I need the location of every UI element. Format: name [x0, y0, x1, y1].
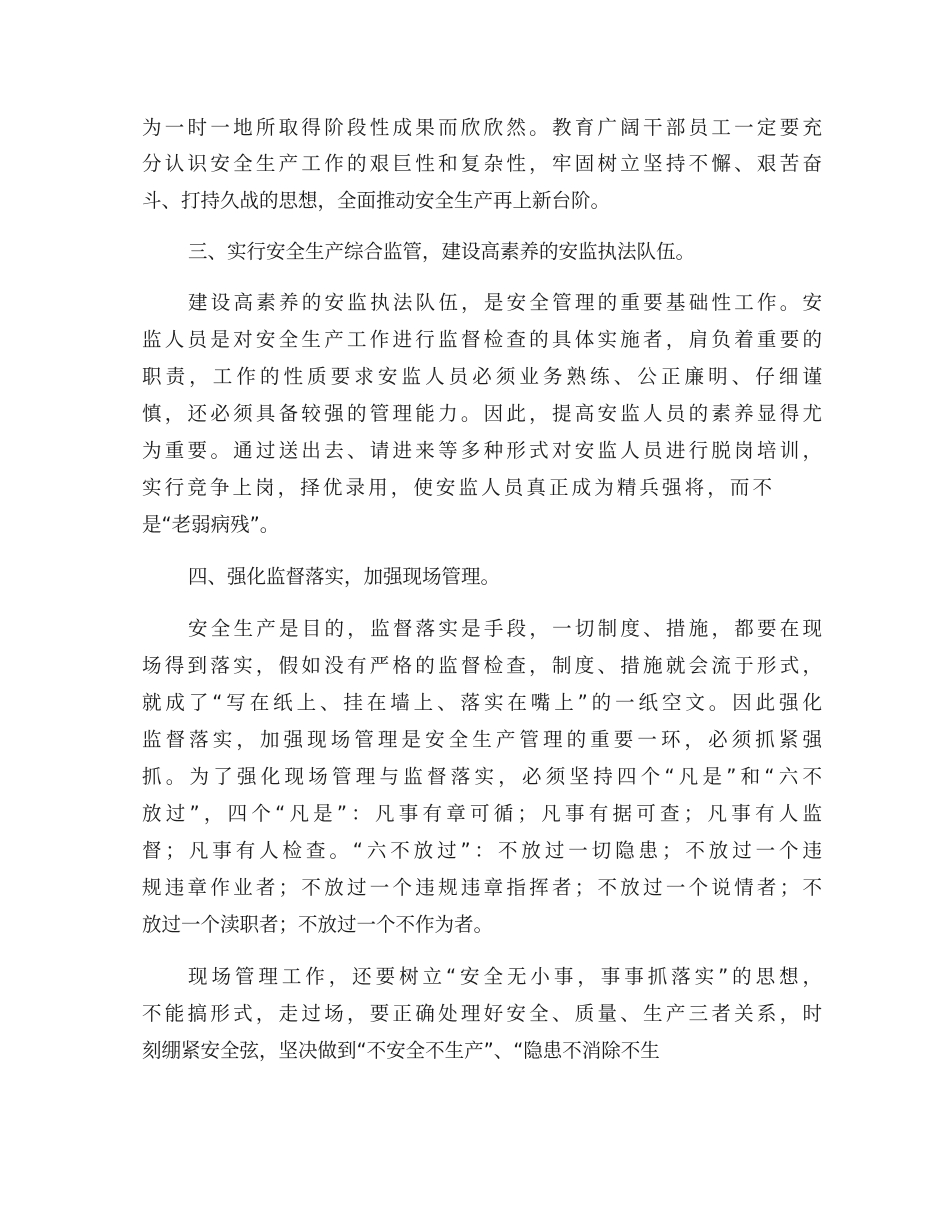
text-line: 督；凡事有人检查。“六不放过”：不放过一切隐患；不放过一个违 [142, 839, 822, 862]
text-line: 斗、打持久战的思想，全面推动安全生产再上新台阶。 [142, 189, 611, 212]
text-line: 建设高素养的安监执法队伍，是安全管理的重要基础性工作。安 [188, 291, 822, 314]
text-line: 不能搞形式，走过场，要正确处理好安全、质量、生产三者关系，时 [142, 1002, 822, 1025]
text-line: 为一时一地所取得阶段性成果而欣欣然。教育广阔干部员工一定要充 [142, 116, 822, 139]
text-line: 监人员是对安全生产工作进行监督检查的具体实施者，肩负着重要的 [142, 328, 822, 351]
text-line: 放过”，四个“凡是”：凡事有章可循；凡事有据可查；凡事有人监 [142, 802, 822, 825]
text-line: 放过一个渎职者；不放过一个不作为者。 [142, 913, 494, 936]
text-line: 监督落实，加强现场管理是安全生产管理的重要一环，必须抓紧强 [142, 728, 822, 751]
text-line: 安全生产是目的，监督落实是手段，一切制度、措施，都要在现 [188, 617, 822, 640]
text-line: 职责，工作的性质要求安监人员必须业务熟练、公正廉明、仔细谨 [142, 365, 822, 388]
section-heading-4: 四、强化监督落实，加强现场管理。 [188, 565, 501, 588]
text-line: 实行竞争上岗，择优录用，使安监人员真正成为精兵强将，而不 [142, 476, 772, 499]
text-line: 慎，还必须具备较强的管理能力。因此，提高安监人员的素养显得尤 [142, 402, 822, 425]
text-line: 规违章作业者；不放过一个违规违章指挥者；不放过一个说情者；不 [142, 876, 822, 899]
text-line: 分认识安全生产工作的艰巨性和复杂性，牢固树立坚持不懈、艰苦奋 [142, 152, 822, 175]
text-line: 刻绷紧安全弦，坚决做到“不安全不生产”、“隐患不消除不生 [142, 1039, 660, 1062]
text-line: 现场管理工作，还要树立“安全无小事，事事抓落实”的思想， [188, 965, 822, 988]
section-heading-3: 三、实行安全生产综合监管，建设高素养的安监执法队伍。 [188, 240, 696, 263]
text-line: 是“老弱病残”。 [142, 513, 280, 536]
text-line: 为重要。通过送出去、请进来等多种形式对安监人员进行脱岗培训， [142, 439, 822, 462]
text-line: 场得到落实，假如没有严格的监督检查，制度、措施就会流于形式， [142, 654, 822, 677]
text-line: 就成了“写在纸上、挂在墙上、落实在嘴上”的一纸空文。因此强化 [142, 691, 822, 714]
text-line: 抓。为了强化现场管理与监督落实，必须坚持四个“凡是”和“六不 [142, 765, 822, 788]
